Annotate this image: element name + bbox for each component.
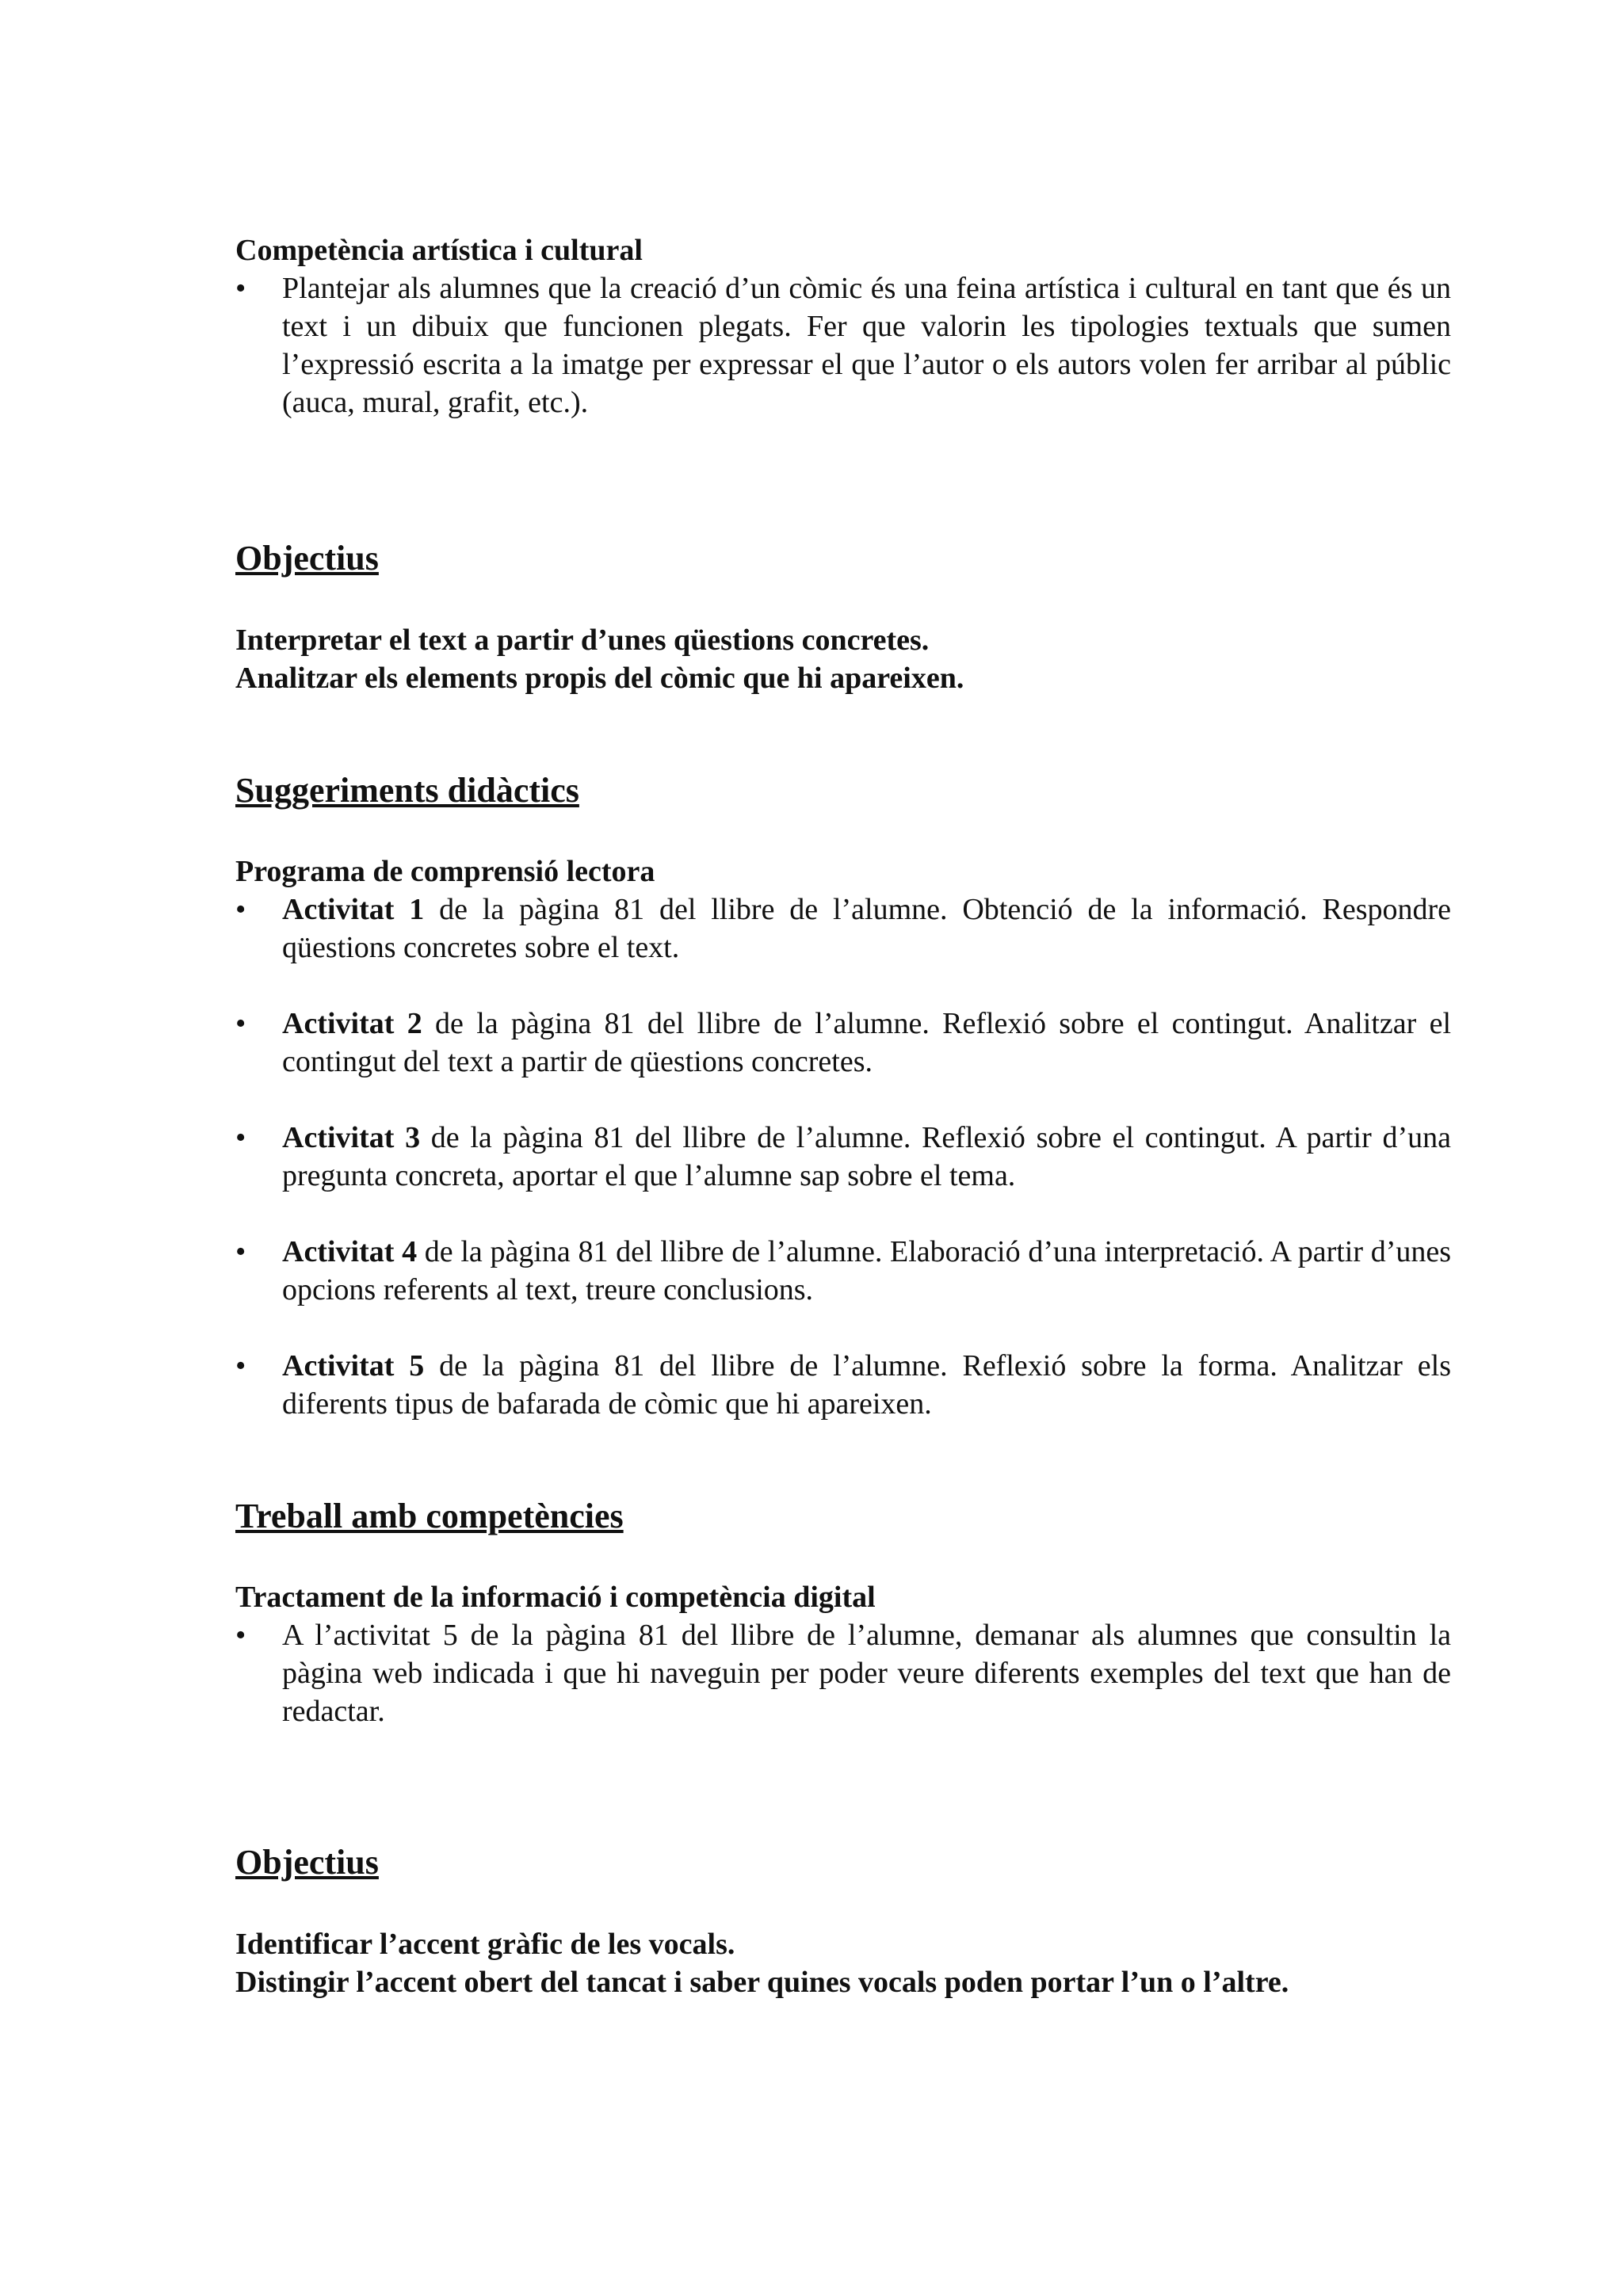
competencia-artistica-bullet xyxy=(235,269,1451,421)
activity-text: de la pàgina 81 del llibre de l’alumne. Obtenció de la informació. Respondre qüestions concretes sobre el text. xyxy=(282,893,1452,964)
bullet-text: A l’activitat 5 de la pàgina 81 del llibre de l’alumne, demanar als alumnes que consultin la pàgina web indicada i que hi naveguin per poder veure diferents exemples del text que han de redactar. xyxy=(282,1619,1451,1728)
section-heading-suggeriments: Suggeriments didàctics xyxy=(235,771,579,810)
treball-bullet xyxy=(235,1616,1451,1730)
bullet-dot: • xyxy=(235,1235,246,1268)
activity-label: Activitat 1 xyxy=(282,893,425,926)
activity-text: de la pàgina 81 del llibre de l’alumne. Reflexió sobre el contingut. A partir d’una pregunta concreta, aportar el que l’alumne sap sobre el tema. xyxy=(282,1121,1451,1192)
bullet-dot: • xyxy=(235,1007,246,1040)
activity-label: Activitat 5 xyxy=(282,1349,425,1383)
bullet-dot: • xyxy=(235,1121,246,1154)
activity-label: Activitat 3 xyxy=(282,1121,421,1154)
objectius-list xyxy=(235,621,1404,697)
activity-item xyxy=(235,891,1451,967)
activity-text: de la pàgina 81 del llibre de l’alumne. Elaboració d’una interpretació. A partir d’unes opcions referents al text, treure conclusions. xyxy=(282,1235,1451,1306)
bullet-text: Plantejar als alumnes que la creació d’un còmic és una feina artística i cultural en tant que és un text i un dibuix que funcionen plegats. Fer que valorin les tipologies textuals que sumen l’expressió escrita a la imatge per expressar el que l’autor o els autors volen fer arribar al públic (auca, mural, grafit, etc.). xyxy=(282,272,1451,419)
activity-item xyxy=(235,1347,1451,1423)
suggeriments-subheading: Programa de comprensió lectora xyxy=(235,855,655,888)
activity-text: de la pàgina 81 del llibre de l’alumne. Reflexió sobre la forma. Analitzar els diferents tipus de bafarada de còmic que hi apareixen. xyxy=(282,1349,1451,1421)
bullet-dot: • xyxy=(235,1349,246,1383)
activity-text: de la pàgina 81 del llibre de l’alumne. Reflexió sobre el contingut. Analitzar el contingut del text a partir de qüestions concretes. xyxy=(282,1007,1452,1078)
bullet-dot: • xyxy=(235,272,246,305)
treball-subheading: Tractament de la informació i competència digital xyxy=(235,1581,876,1614)
competencia-artistica-title: Competència artística i cultural xyxy=(235,234,643,267)
objectiu-line: Analitzar els elements propis del còmic que hi apareixen. xyxy=(235,662,964,695)
activity-item xyxy=(235,1233,1451,1309)
activity-label: Activitat 4 xyxy=(282,1235,418,1268)
objectiu-line: Interpretar el text a partir d’unes qüestions concretes. xyxy=(235,624,930,657)
section-heading-objectius: Objectius xyxy=(235,539,379,578)
objectiu-line: Identificar l’accent gràfic de les vocals. xyxy=(235,1928,735,1961)
activity-item xyxy=(235,1005,1451,1081)
objectius-list-2 xyxy=(235,1925,1404,2001)
section-heading-objectius-2: Objectius xyxy=(235,1843,379,1882)
objectiu-line: Distingir l’accent obert del tancat i saber quines vocals poden portar l’un o l’altre. xyxy=(235,1966,1289,1999)
bullet-dot: • xyxy=(235,1619,246,1652)
activity-label: Activitat 2 xyxy=(282,1007,422,1040)
activity-item xyxy=(235,1119,1451,1195)
bullet-dot: • xyxy=(235,893,246,926)
section-heading-treball: Treball amb competències xyxy=(235,1497,624,1535)
